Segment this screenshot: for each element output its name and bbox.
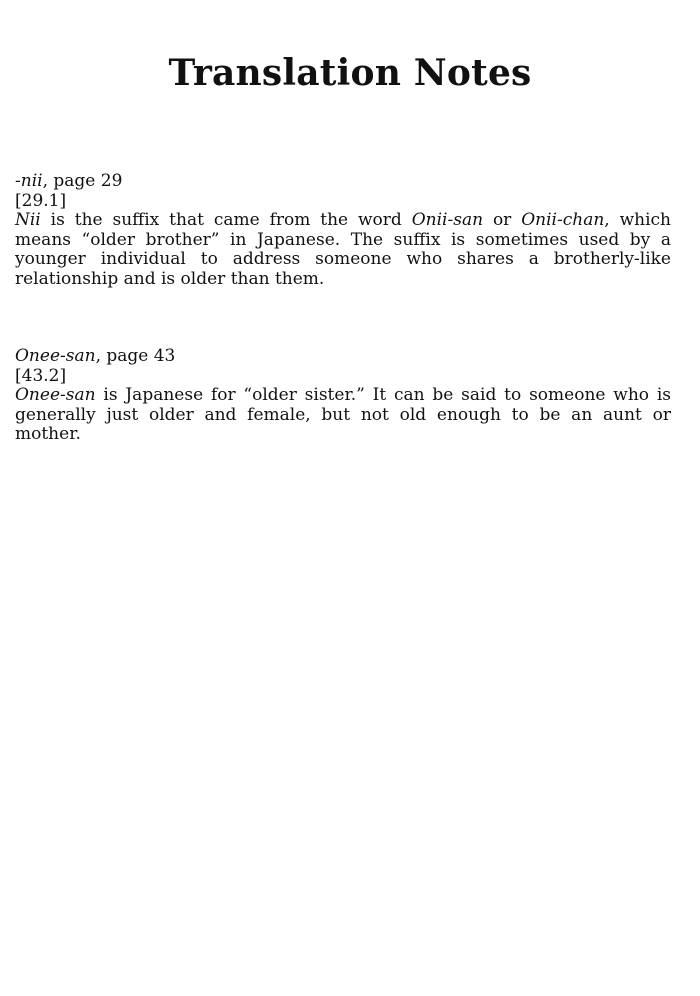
note-body-segment: Onii-san [411, 210, 484, 230]
note-body-segment: is the suffix that came from the word [40, 210, 412, 230]
note-body-segment: , which means “older brother” in Japanese. The suffix is sometimes used by a younger individual to address someone who shares a brotherly-like relationship and is older than them. [15, 210, 672, 289]
note-body-segment: Onee-san [15, 385, 96, 405]
note-body-segment: or [483, 210, 522, 230]
note-term: Onee-san [15, 346, 96, 366]
note-page-ref: , page 29 [42, 171, 123, 191]
note-body [15, 386, 671, 445]
page-title: Translation Notes [168, 52, 532, 94]
translation-note [15, 172, 671, 289]
note-body-segment: is Japanese for “older sister.” It can be said to someone who is generally just older and female, but not old enough to be an aunt or mother. [15, 385, 671, 444]
note-reference: [29.1] [15, 190, 67, 211]
translation-note [15, 347, 671, 445]
note-body-segment: Nii [15, 210, 41, 230]
note-body [15, 211, 671, 289]
note-heading [15, 347, 671, 367]
note-reference: [43.2] [15, 365, 67, 386]
note-body-segment: Onii-chan [521, 210, 605, 230]
note-term: -nii [15, 171, 43, 191]
note-heading [15, 172, 671, 192]
note-page-ref: , page 43 [95, 346, 176, 366]
